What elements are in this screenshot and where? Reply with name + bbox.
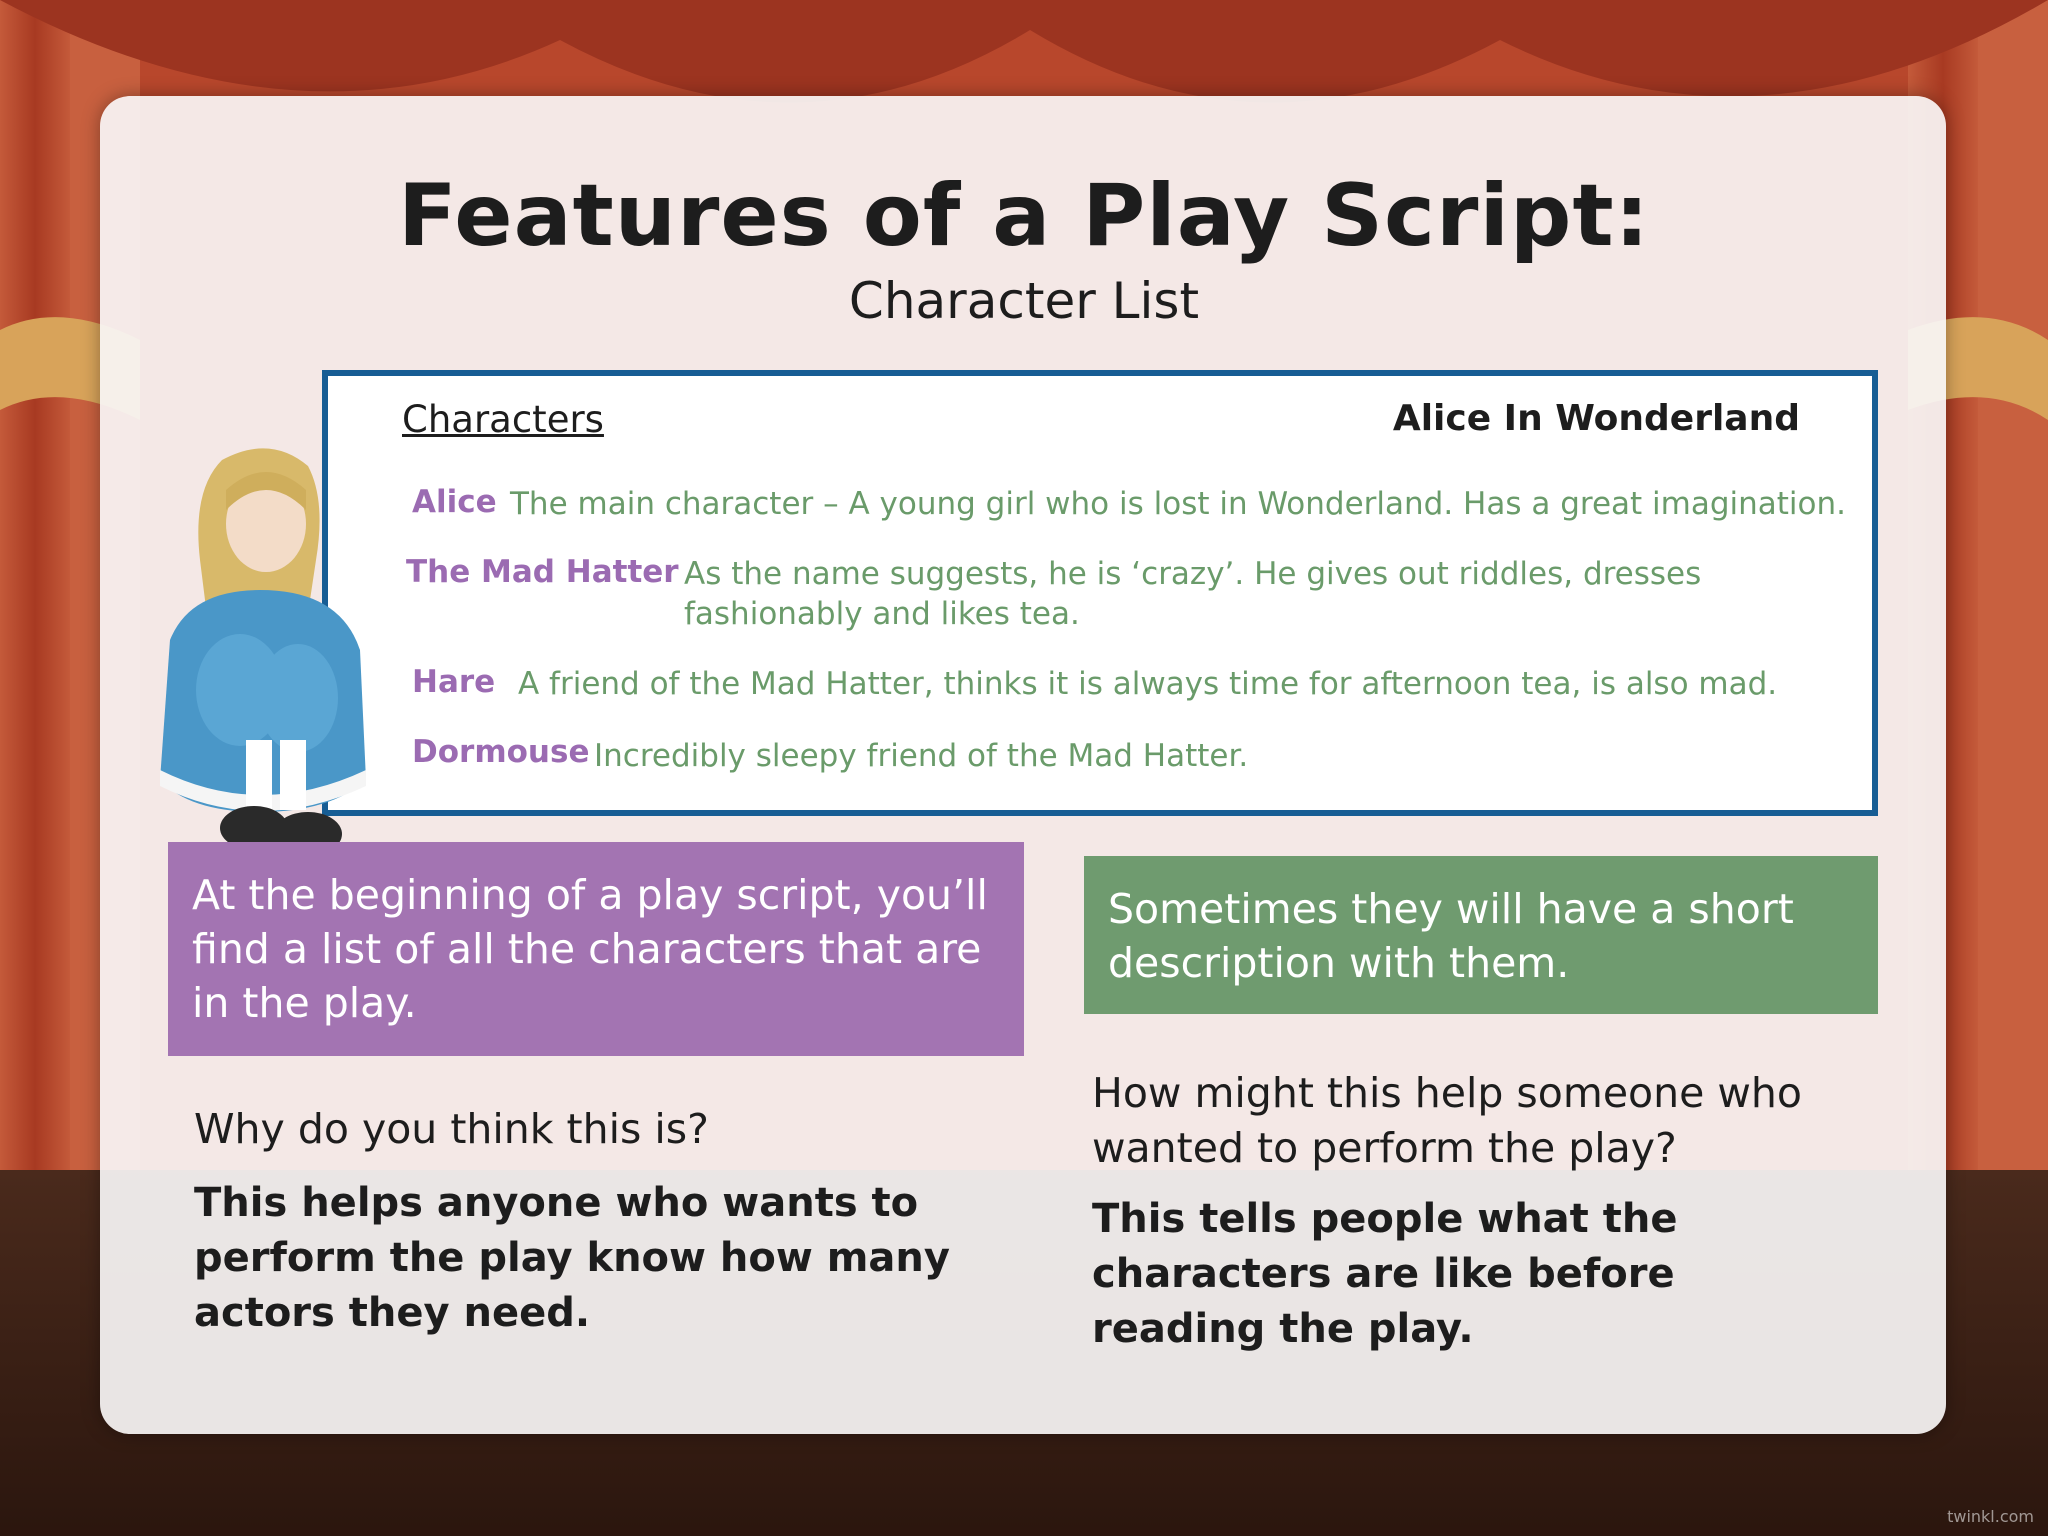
character-desc-hare: A friend of the Mad Hatter, thinks it is always time for afternoon tea, is also mad. <box>518 666 1778 702</box>
character-desc-dormouse: Incredibly sleepy friend of the Mad Hatter. <box>594 738 1249 774</box>
right-answer: This tells people what the characters are like before reading the play. <box>1092 1196 1678 1352</box>
characters-heading: Characters <box>402 398 604 441</box>
character-name-hare: Hare <box>412 664 496 700</box>
left-answer: This helps anyone who wants to perform the play know how many actors they need. <box>194 1180 950 1336</box>
character-desc-mad-hatter-line2: fashionably and likes tea. <box>684 596 1080 632</box>
left-question: Why do you think this is? <box>194 1105 709 1153</box>
character-desc-mad-hatter-line1: As the name suggests, he is ‘crazy’. He gives out riddles, dresses <box>684 556 1702 592</box>
watermark: twinkl.com <box>1947 1507 2034 1526</box>
character-desc-alice: The main character – A young girl who is lost in Wonderland. Has a great imagination. <box>510 486 1847 522</box>
right-question: How might this help someone who wanted to perform the play? <box>1092 1069 1802 1172</box>
character-name-alice: Alice <box>412 484 497 520</box>
character-name-mad-hatter: The Mad Hatter <box>406 554 679 590</box>
intro-box: At the beginning of a play script, you’ll find a list of all the characters that are in the play. <box>168 842 1024 1056</box>
alice-illustration <box>130 440 390 870</box>
play-title: Alice In Wonderland <box>1392 398 1800 439</box>
character-name-dormouse: Dormouse <box>412 734 590 770</box>
description-box: Sometimes they will have a short description with them. <box>1084 856 1878 1014</box>
page-subtitle: Character List <box>848 272 1200 330</box>
page-title: Features of a Play Script: <box>397 166 1650 266</box>
